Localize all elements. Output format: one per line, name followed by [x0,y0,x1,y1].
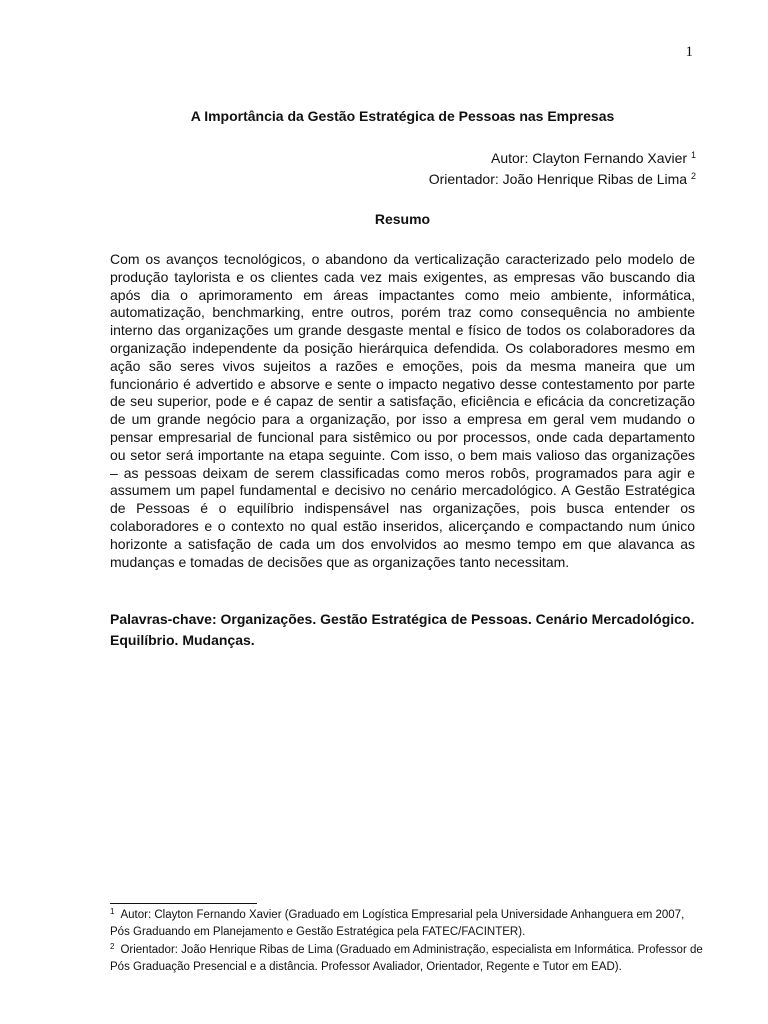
footnote-mark: 1 [110,907,115,916]
footnote-text: Orientador: João Henrique Ribas de Lima (Graduado em Administração, especialista em Informática. Professor de Pós Graduação Presencial e a distância. Professor Avaliador, Orientador, Regente e Tutor em EAD). [110,943,703,974]
footnotes [110,907,706,977]
advisor-line [429,169,696,190]
author-name: Autor: Clayton Fernando Xavier [490,150,688,166]
abstract-heading: Resumo [374,211,431,227]
author-line [429,148,696,169]
abstract-text: Com os avanços tecnológicos, o abandono da verticalização caracterizado pelo modelo de produção taylorista e os clientes cada vez mais exigentes, as empresas vão buscando dia após dia o aprimoramento em áreas impactantes como meio ambiente, informática, automatização, benchmarking, entre outros, porém traz como consequência no ambiente interno das organizações um grande desgaste mental e físico de todos os colaboradores da organização independente da posição hierárquica defendida. Os colaboradores mesmo em ação são seres vivos sujeitos a razões e emoções, pois da mesma maneira que um funcionário é advertido e absorve e sente o impacto negativo desse contestamento por parte de seu superior, pode e é capaz de sentir a satisfação, eficiência e eficácia da concretização de um grande negócio para a organização, por isso a empresa em geral vem mudando o pensar empresarial de funcional para sistêmico ou por processos, onde cada departamento ou setor será importante na etapa seguinte. Com isso, o bem mais valioso das organizações – as pessoas deixam de serem classificadas como meros robôs, programados para agir e assumem um papel fundamental e decisivo no cenário mercadológico. A Gestão Estratégica de Pessoas é o equilíbrio indispensável nas organizações, pois busca entender os colaboradores e o contexto no qual estão inseridos, alicerçando e compactando num único horizonte a satisfação de cada um dos envolvidos ao mesmo tempo em que alavanca as mudanças e tomadas de decisões que as organizações tanto necessitam. [110,251,695,570]
footnote-divider [110,903,257,904]
author-block [429,148,696,190]
page-number: 1 [685,44,693,60]
document-title: A Importância da Gestão Estratégica de Pessoas nas Empresas [190,108,615,124]
footnote-mark: 2 [110,941,115,951]
advisor-name: Orientador: João Henrique Ribas de Lima [428,171,688,187]
keywords: Palavras-chave: Organizações. Gestão Estratégica de Pessoas. Cenário Mercadológico. Equilíbrio. Mudanças. [110,611,695,648]
author-footnote-ref: 1 [690,150,696,160]
advisor-footnote-ref: 2 [690,171,696,181]
footnote-2 [110,942,706,977]
footnote-1 [110,907,706,942]
footnote-text: Autor: Clayton Fernando Xavier (Graduado em Logística Empresarial pela Universidade Anhanguera em 2007, Pós Graduando em Planejamento e Gestão Estratégica pela FATEC/FACINTER). [110,909,685,939]
